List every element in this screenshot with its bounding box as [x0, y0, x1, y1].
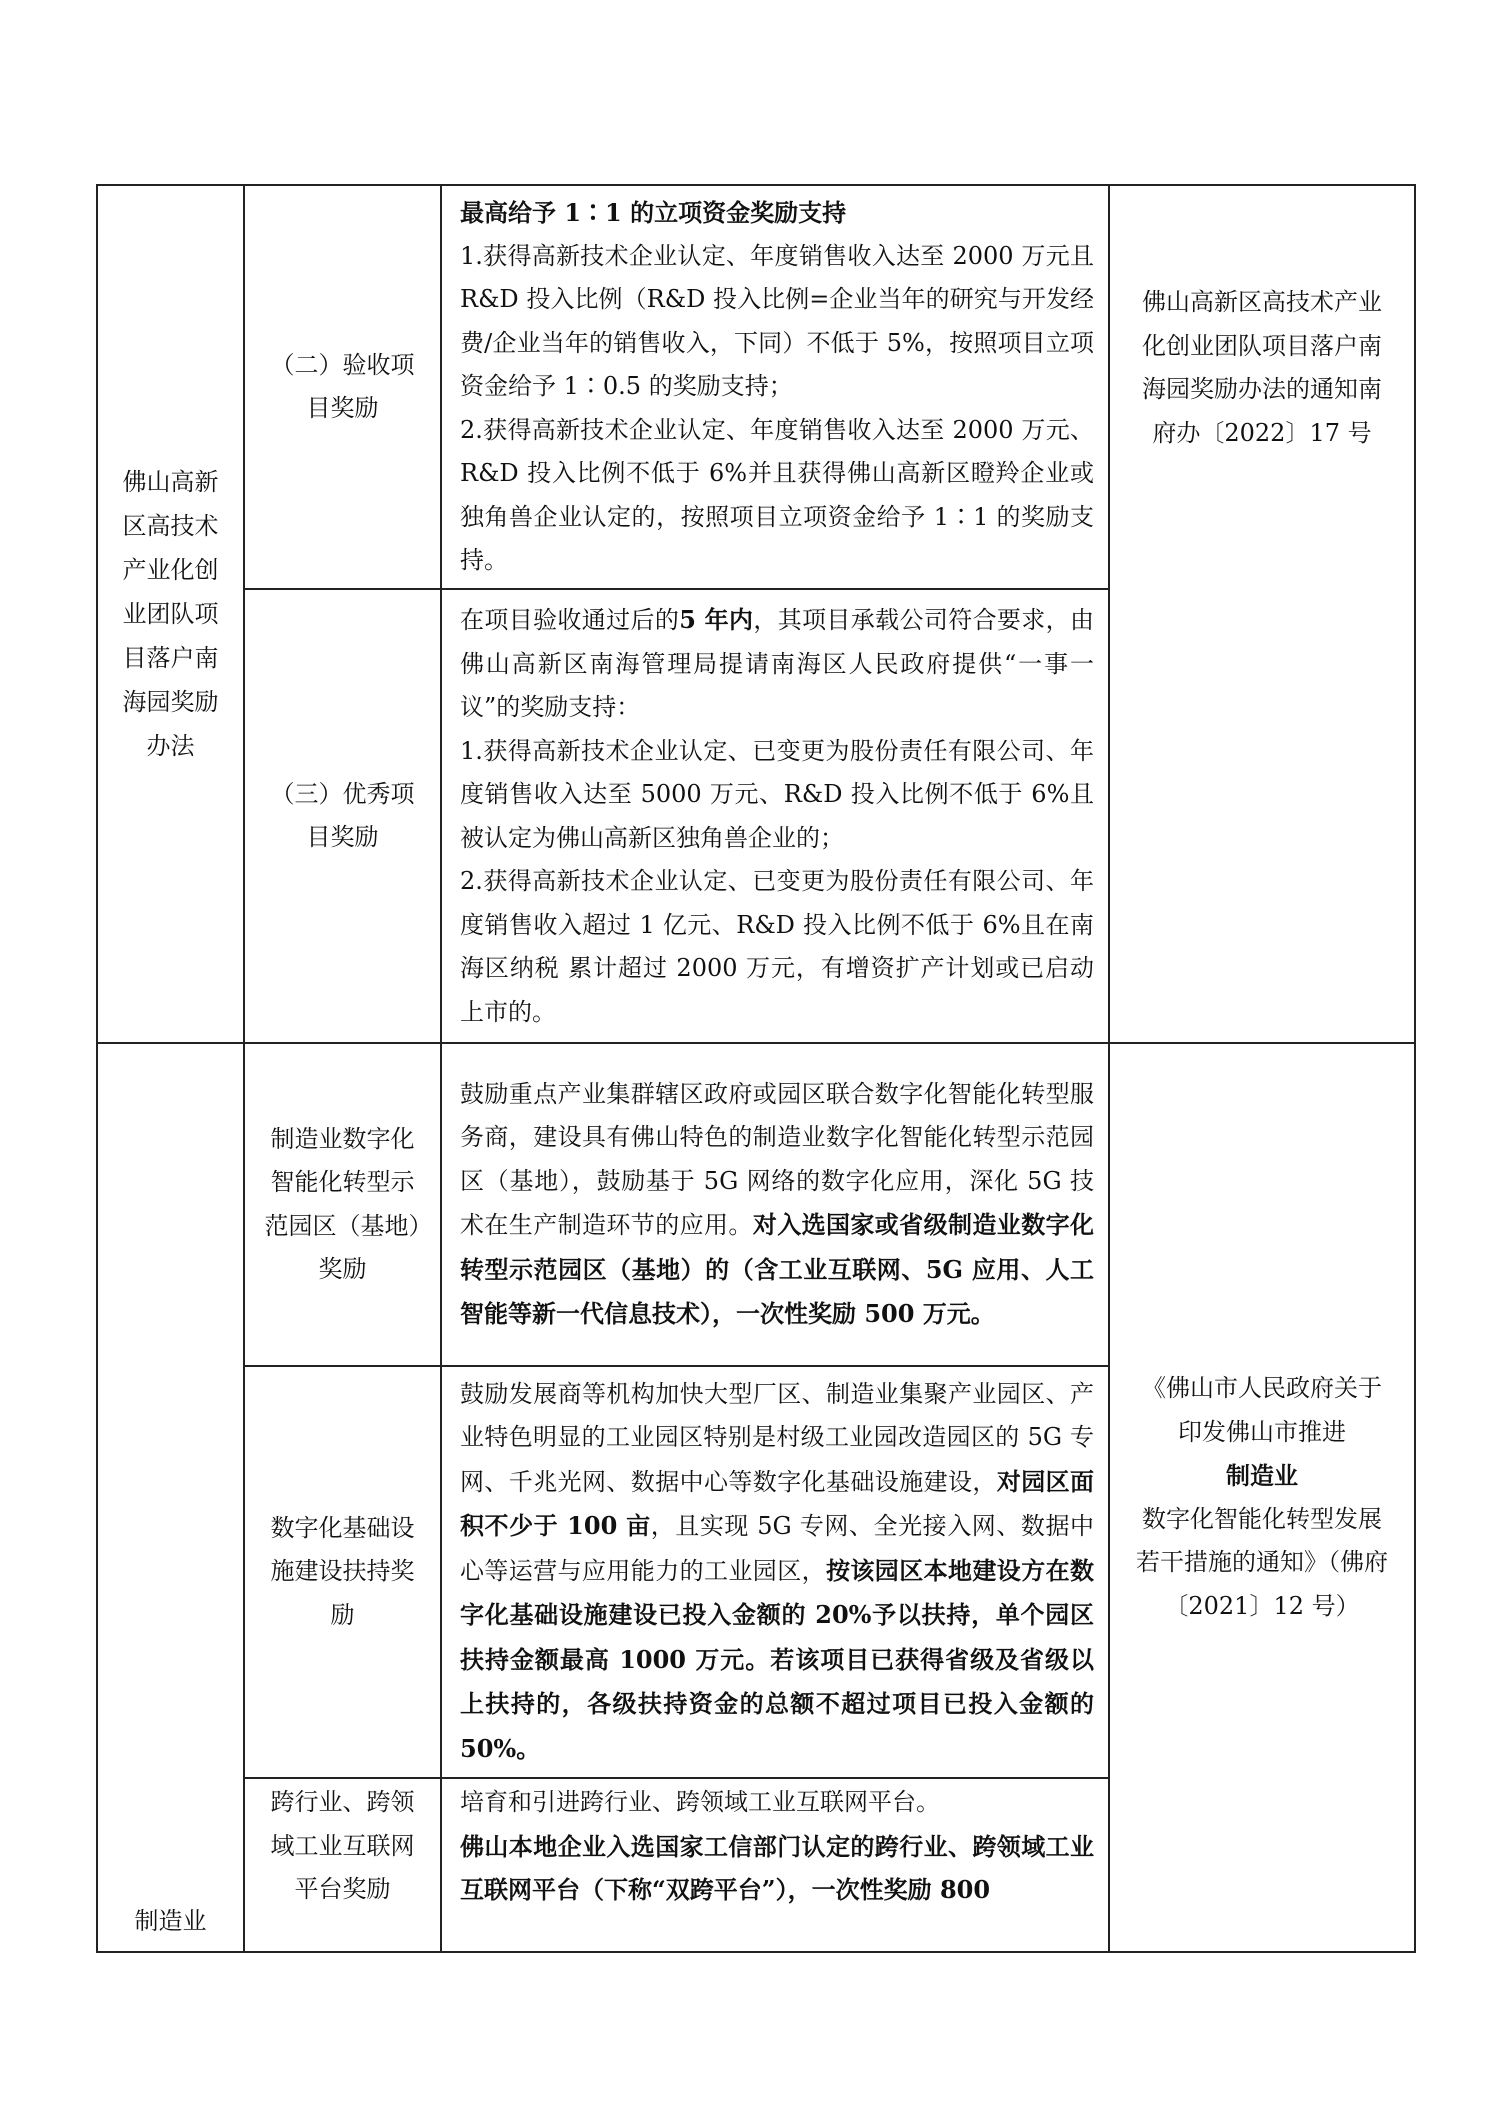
table-row — [97, 1043, 1415, 1366]
text-run: 在项目验收通过后的 — [460, 606, 680, 634]
content-paragraph: 1.获得高新技术企业认定、年度销售收入达至 2000 万元且 R&D 投入比例（R&D 投入比例=企业当年的研究与开发经费/企业当年的销售收入，下同）不低于 5%，按照项目立项资金给予 1∶0.5 的奖励支持； — [460, 241, 1094, 401]
content-cell — [441, 1043, 1109, 1366]
content-cell — [441, 589, 1109, 1043]
policy-table — [96, 184, 1416, 1953]
content-paragraph — [460, 598, 1094, 730]
text-run: 数字化智能化转型发展若干措施的通知》（佛府〔2021〕12 号） — [1136, 1504, 1388, 1620]
policy-basis — [1132, 1367, 1392, 1628]
text-run-bold: 制造业 — [1226, 1461, 1298, 1490]
text-run-bold: 5 年内 — [679, 605, 754, 634]
item-name-cell — [244, 589, 441, 1043]
text-run: 《佛山市人民政府关于印发佛山市推进 — [1142, 1374, 1382, 1446]
item-name: （三）优秀项目奖励 — [270, 779, 415, 851]
content-paragraph: 2.获得高新技术企业认定、年度销售收入达至 2000 万元、R&D 投入比例不低于 6%并且获得佛山高新区瞪羚企业或独角兽企业认定的，按照项目立项资金给予 1∶1 的奖励支持。 — [460, 415, 1094, 575]
content-paragraph: 最高给予 1∶1 的立项资金奖励支持 — [460, 198, 847, 228]
text-run-bold: 按该园区本地建设方在数字化基础设施建设已投入金额的 20%予以扶持，单个园区扶持金额最高 1000 万元。若该项目已获得省级及省级以上扶持的，各级扶持资金的总额不超过项目已投入金额的 50%。 — [460, 1555, 1094, 1763]
text-run-bold: 对园区面积不少于 100 亩 — [460, 1466, 1095, 1541]
content-paragraph: 佛山本地企业入选国家工信部门认定的跨行业、跨领域工业互联网平台（下称“双跨平台”），一次性奖励 800 — [460, 1831, 1094, 1904]
policy-name-cell — [97, 1043, 244, 1952]
item-name: 跨行业、跨领域工业互联网平台奖励 — [270, 1788, 415, 1903]
text-run-bold: 对入选国家或省级制造业数字化转型示范园区（基地）的（含工业互联网、5G 应用、人工智能等新一代信息技术），一次性奖励 500 万元。 — [460, 1210, 1095, 1328]
table-row — [97, 185, 1415, 589]
content-paragraph: 2.获得高新技术企业认定、已变更为股份责任有限公司、年度销售收入超过 1 亿元、R&D 投入比例不低于 6%且在南海区纳税 累计超过 2000 万元，有增资扩产计划或已启动上市的。 — [460, 867, 1094, 1026]
item-name-cell — [244, 1366, 441, 1778]
content-paragraph — [460, 1373, 1094, 1772]
item-name-cell — [244, 1778, 441, 1952]
policy-name-cell — [97, 185, 244, 1043]
text-run: 鼓励发展商等机构加快大型厂区、制造业集聚产业园区、产业特色明显的工业园区特别是村级工业园改造园区的 5G 专网、千兆光网、数据中心等数字化基础设施建设， — [460, 1379, 1094, 1496]
text-run: ，且实现 5G 专网、全光接入网、数据中心等运营与应用能力的工业园区， — [460, 1512, 1094, 1585]
content-cell — [441, 1778, 1109, 1952]
item-name-cell — [244, 185, 441, 589]
content-paragraph: 培育和引进跨行业、跨领域工业互联网平台。 — [460, 1788, 940, 1816]
content-paragraph — [460, 1073, 1094, 1337]
text-run: 鼓励重点产业集群辖区政府或园区联合数字化智能化转型服务商，建设具有佛山特色的制造业数字化智能化转型示范园区（基地），鼓励基于 5G 网络的数字化应用，深化 5G 技术在生产制造环节的应用。 — [460, 1079, 1094, 1239]
policy-basis: 佛山高新区高技术产业化创业团队项目落户南海园奖励办法的通知南府办〔2022〕17 号 — [1142, 288, 1382, 447]
basis-cell — [1109, 1043, 1415, 1952]
item-name: 数字化基础设施建设扶持奖励 — [270, 1513, 415, 1629]
basis-cell — [1109, 185, 1415, 1043]
content-cell — [441, 185, 1109, 589]
item-name-cell — [244, 1043, 441, 1366]
content-cell — [441, 1366, 1109, 1778]
policy-name: 佛山高新区高技术产业化创业团队项目落户南海园奖励办法 — [122, 468, 219, 760]
text-run: ，其项目承载公司符合要求，由佛山高新区南海管理局提请南海区人民政府提供“一事一议”的奖励支持： — [460, 606, 1095, 721]
item-name: （二）验收项目奖励 — [270, 350, 415, 422]
policy-name: 制造业 — [134, 1907, 207, 1935]
item-name: 制造业数字化智能化转型示范园区（基地）奖励 — [264, 1124, 421, 1283]
content-paragraph: 1.获得高新技术企业认定、已变更为股份责任有限公司、年度销售收入达至 5000 万元、R&D 投入比例不低于 6%且被认定为佛山高新区独角兽企业的； — [460, 736, 1094, 852]
